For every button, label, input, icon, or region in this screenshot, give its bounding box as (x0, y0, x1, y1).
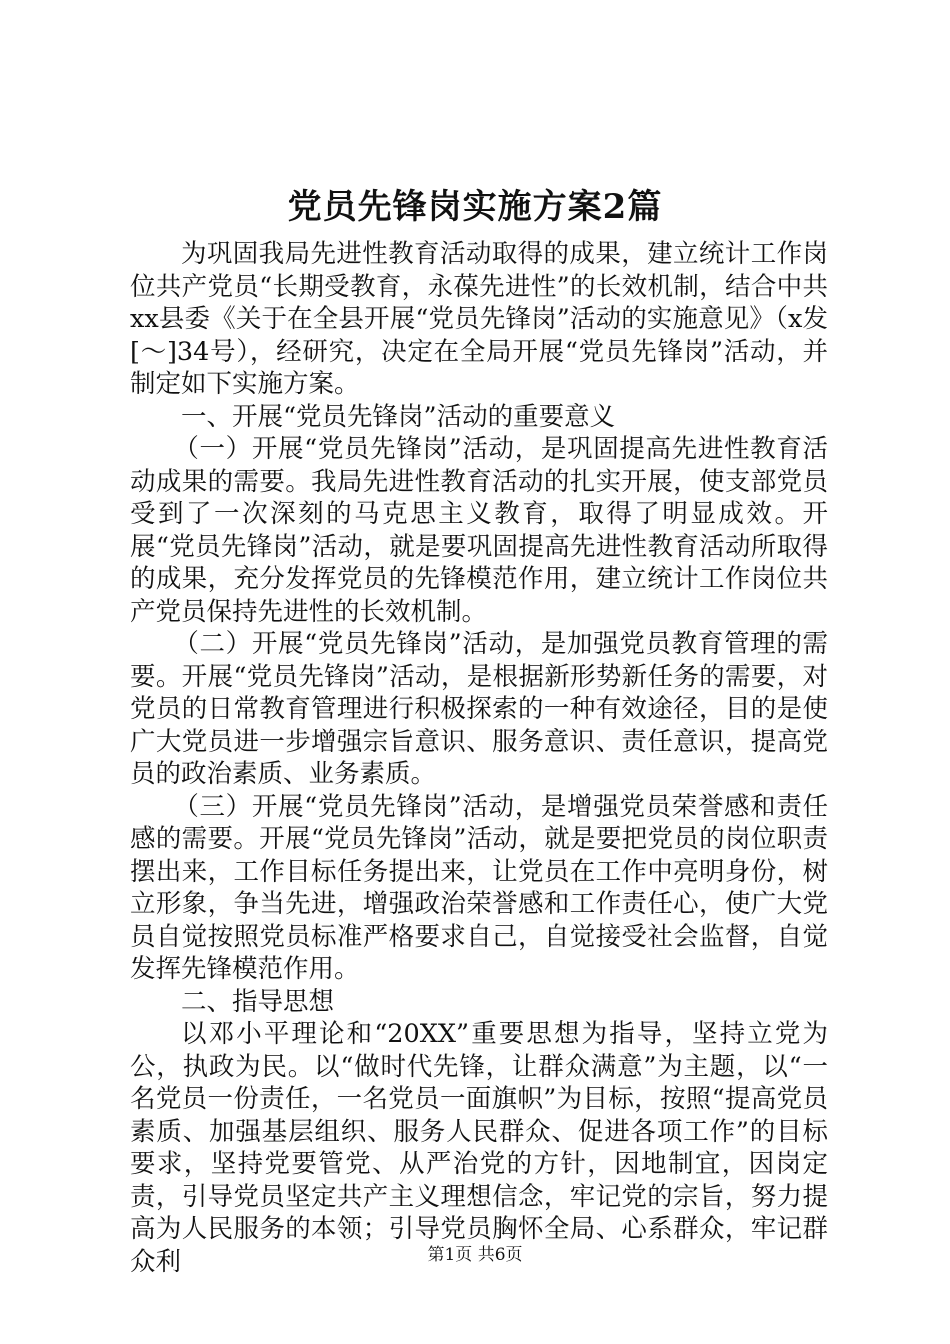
page-footer: 第1页 共6页 (427, 1245, 523, 1265)
section-heading-2: 二、指导思想 (181, 986, 335, 1017)
paragraph-point-3: （三）开展“党员先锋岗”活动，是增强党员荣誉感和责任感的需要。开展“党员先锋岗”活动，就是要把党员的岗位职责摆出来，工作目标任务提出来，让党员在工作中亮明身份，树立形象，争当先进，增强政治荣誉感和工作责任心，使广大党员自觉按照党员标准严格要求自己，自觉接受社会监督，自觉发挥先锋模范作用。 (130, 791, 828, 984)
paragraph-guiding-thought: 以邓小平理论和“20XX”重要思想为指导，坚持立党为公，执政为民。以“做时代先锋，让群众满意”为主题，以“一名党员一份责任，一名党员一面旗帜”为目标，按照“提高党员素质、加强基层组织、服务人民群众、促进各项工作”的目标要求，坚持党要管党、从严治党的方针，因地制宜，因岗定责，引导党员坚定共产主义理想信念，牢记党的宗旨，努力提高为人民服务的本领；引导党员胸怀全局、心系群众，牢记群众利 (130, 1019, 828, 1277)
section-heading-1: 一、开展“党员先锋岗”活动的重要意义 (181, 401, 616, 432)
paragraph-point-2: （二）开展“党员先锋岗”活动，是加强党员教育管理的需要。开展“党员先锋岗”活动，是根据新形势新任务的需要，对党员的日常教育管理进行积极探索的一种有效途径，目的是使广大党员进一步增强宗旨意识、服务意识、责任意识，提高党员的政治素质、业务素质。 (130, 629, 828, 789)
document-body (130, 238, 828, 1278)
page-title: 党员先锋岗实施方案2篇 (287, 187, 663, 227)
paragraph-point-1: （一）开展“党员先锋岗”活动，是巩固提高先进性教育活动成果的需要。我局先进性教育活动的扎实开展，使支部党员受到了一次深刻的马克思主义教育，取得了明显成效。开展“党员先锋岗”活动，就是要巩固提高先进性教育活动所取得的成果，充分发挥党员的先锋模范作用，建立统计工作岗位共产党员保持先进性的长效机制。 (130, 434, 828, 627)
paragraph-intro: 为巩固我局先进性教育活动取得的成果，建立统计工作岗位共产党员“长期受教育，永葆先进性”的长效机制，结合中共xx县委《关于在全县开展“党员先锋岗”活动的实施意见》（x发[～]34号），经研究，决定在全局开展“党员先锋岗”活动，并制定如下实施方案。 (130, 239, 828, 399)
